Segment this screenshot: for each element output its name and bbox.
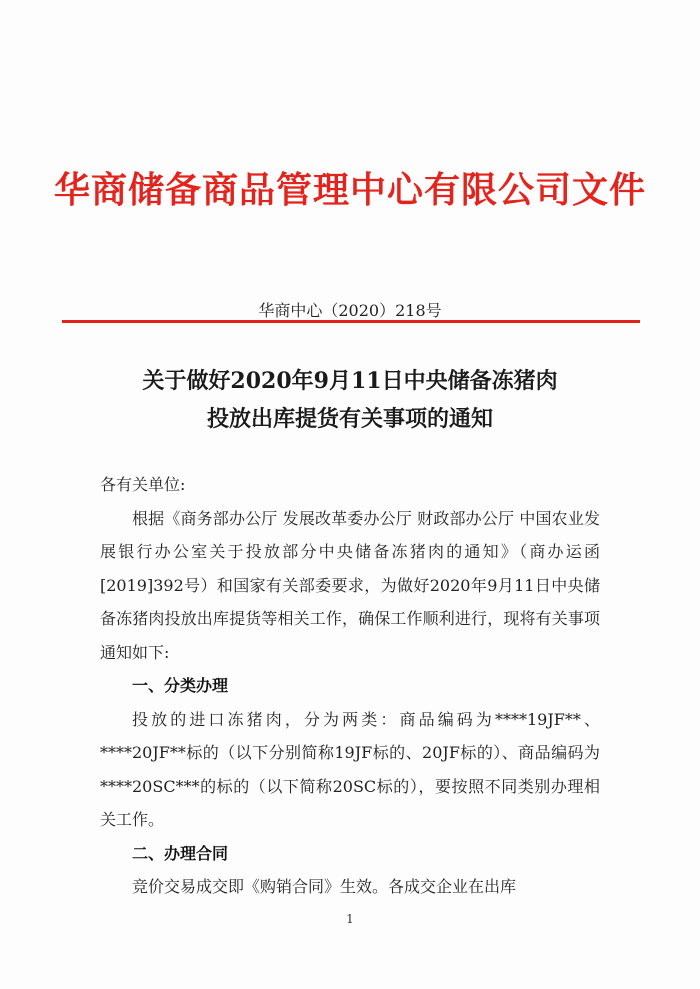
section-paragraph-classification: 投放的进口冻猪肉，分为两类：商品编码为****19JF**、****20JF**标的（以下分别简称19JF标的、20JF标的）、商品编码为****20SC***的标的（以下简称20SC标的），要按照不同类别办理相关工作。	[100, 709, 600, 829]
page-number: 1	[346, 912, 354, 926]
section-paragraph-contract: 竞价交易成交即《购销合同》生效。各成交企业在出库	[132, 877, 517, 896]
red-divider-line	[62, 320, 640, 323]
org-header-title: 华商储备商品管理中心有限公司文件	[53, 169, 646, 211]
intro-paragraph: 根据《商务部办公厅 发展改革委办公厅 财政部办公厅 中国农业发展银行办公室关于投放部分中央储备冻猪肉的通知》（商办运函[2019]392号）和国家有关部委要求，为做好2020年9月11日中央储备冻猪肉投放出库提货等相关工作，确保工作顺利进行，现将有关事项通知如下:	[100, 508, 600, 662]
notice-title-line-2: 投放出库提货有关事项的通知	[206, 406, 493, 432]
document-number: 华商中心（2020）218号	[258, 301, 442, 320]
notice-title-line-1: 关于做好2020年9月11日中央储备冻猪肉	[142, 368, 558, 394]
section-heading-classification: 一、分类办理	[132, 676, 229, 695]
notice-body	[100, 468, 600, 904]
salutation: 各有关单位:	[100, 475, 186, 494]
notice-title	[0, 362, 700, 438]
section-heading-contract: 二、办理合同	[132, 843, 229, 863]
